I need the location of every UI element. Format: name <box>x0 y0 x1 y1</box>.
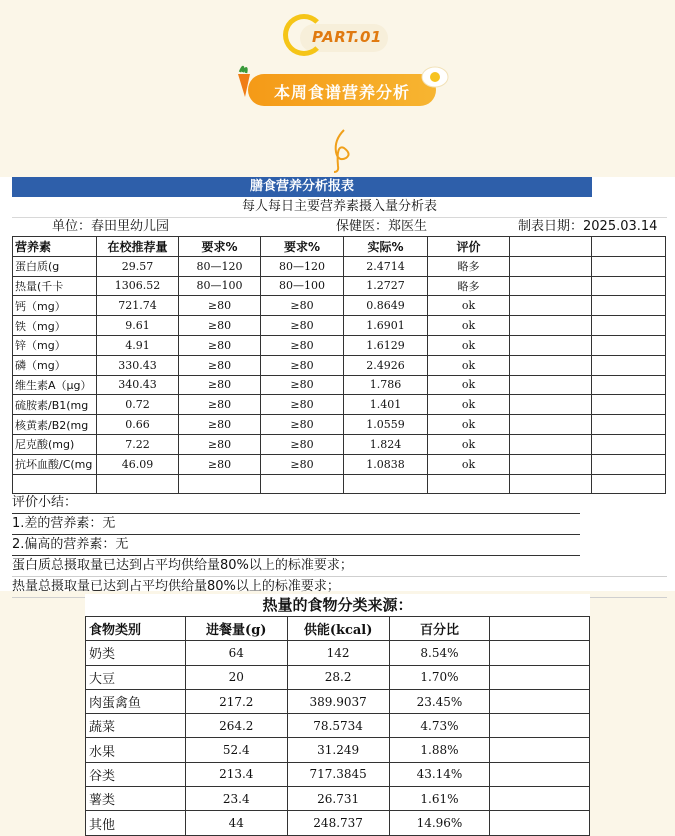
empty-cell <box>592 296 666 316</box>
table-cell: 26.731 <box>287 787 389 811</box>
report-info-row <box>12 217 675 237</box>
empty-cell <box>510 474 592 494</box>
empty-cell <box>592 355 666 375</box>
table-cell: ≥80 <box>179 434 261 454</box>
table-cell: 43.14% <box>389 762 490 786</box>
empty-cell <box>490 617 590 641</box>
food-category-cell: 其他 <box>86 811 186 835</box>
empty-cell <box>510 335 592 355</box>
nutrient-name-cell: 抗坏血酸/C(mg <box>13 454 97 474</box>
calorie-source-sheet <box>85 594 590 836</box>
empty-cell <box>510 355 592 375</box>
table-cell: 330.43 <box>97 355 179 375</box>
table-cell: 23.45% <box>389 689 490 713</box>
summary-heading: 评价小结： <box>12 493 580 514</box>
table-row <box>13 355 666 375</box>
column-header: 要求% <box>261 237 344 257</box>
summary-line: 热量总摄取量已达到占平均供给量80%以上的标准要求； <box>12 577 667 598</box>
food-category-cell: 奶类 <box>86 641 186 665</box>
food-category-cell: 肉蛋禽鱼 <box>86 689 186 713</box>
empty-cell <box>510 434 592 454</box>
empty-cell <box>510 296 592 316</box>
table-cell: ≥80 <box>179 355 261 375</box>
empty-cell <box>490 787 590 811</box>
empty-cell <box>592 474 666 494</box>
table-cell: 略多 <box>428 256 510 276</box>
table-cell: ≥80 <box>261 395 344 415</box>
empty-cell <box>510 375 592 395</box>
table-cell: 142 <box>287 641 389 665</box>
nutrient-name-cell: 尼克酸(mg) <box>13 434 97 454</box>
table-cell: 213.4 <box>185 762 287 786</box>
summary-line: 蛋白质总摄取量已达到占平均供给量80%以上的标准要求； <box>12 556 667 577</box>
column-header: 营养素 <box>13 237 97 257</box>
table-row <box>13 296 666 316</box>
table-cell: ok <box>428 335 510 355</box>
table-cell: ≥80 <box>261 355 344 375</box>
empty-cell <box>510 316 592 336</box>
nutrient-name-cell: 硫胺素/B1(mg <box>13 395 97 415</box>
table-cell: 1.786 <box>344 375 428 395</box>
empty-cell <box>592 335 666 355</box>
table-row <box>86 738 590 762</box>
empty-cell <box>261 474 344 494</box>
table-cell: ≥80 <box>261 296 344 316</box>
table-row <box>13 454 666 474</box>
squiggle-decoration-icon <box>330 128 354 174</box>
table-cell: 1306.52 <box>97 276 179 296</box>
table-row <box>86 787 590 811</box>
table-cell: 1.61% <box>389 787 490 811</box>
table-cell: ≥80 <box>179 454 261 474</box>
table-cell: 717.3845 <box>287 762 389 786</box>
calorie-source-table <box>85 616 590 836</box>
table-row <box>13 256 666 276</box>
empty-cell <box>592 276 666 296</box>
table-cell: 64 <box>185 641 287 665</box>
table-cell: ok <box>428 454 510 474</box>
table-cell: ok <box>428 316 510 336</box>
report-date: 制表日期：2025.03.14 <box>518 219 658 234</box>
empty-cell <box>490 641 590 665</box>
table-cell: 80—120 <box>261 256 344 276</box>
empty-cell <box>510 237 592 257</box>
table-cell: ≥80 <box>261 335 344 355</box>
empty-cell <box>592 237 666 257</box>
section-banner <box>248 74 436 106</box>
nutrient-name-cell: 锌（mg） <box>13 335 97 355</box>
empty-cell <box>97 474 179 494</box>
empty-cell <box>510 276 592 296</box>
table-cell: ok <box>428 395 510 415</box>
table-cell: 1.0559 <box>344 415 428 435</box>
table-cell: 80—100 <box>179 276 261 296</box>
table-cell: 8.54% <box>389 641 490 665</box>
table-cell: ≥80 <box>261 454 344 474</box>
food-category-cell: 蔬菜 <box>86 714 186 738</box>
empty-cell <box>510 415 592 435</box>
empty-cell <box>490 714 590 738</box>
table-cell: 4.91 <box>97 335 179 355</box>
table-cell: 0.72 <box>97 395 179 415</box>
table-cell: 389.9037 <box>287 689 389 713</box>
table-cell: ≥80 <box>179 375 261 395</box>
table-cell: 46.09 <box>97 454 179 474</box>
food-category-cell: 谷类 <box>86 762 186 786</box>
table-cell: ≥80 <box>261 415 344 435</box>
table-cell: 4.73% <box>389 714 490 738</box>
table-cell: ≥80 <box>261 375 344 395</box>
empty-cell <box>490 762 590 786</box>
table-row <box>13 316 666 336</box>
table-row <box>86 665 590 689</box>
table-cell: ≥80 <box>179 316 261 336</box>
nutrient-table <box>12 236 666 494</box>
table-cell: ok <box>428 355 510 375</box>
table-cell: ≥80 <box>179 395 261 415</box>
table-cell: ok <box>428 375 510 395</box>
table-row <box>13 375 666 395</box>
table-cell: 0.8649 <box>344 296 428 316</box>
report-unit: 单位：春田里幼儿园 <box>52 219 170 234</box>
table-cell: 1.88% <box>389 738 490 762</box>
column-header: 评价 <box>428 237 510 257</box>
table-cell: 1.6129 <box>344 335 428 355</box>
table-cell: 20 <box>185 665 287 689</box>
table-cell: 2.4714 <box>344 256 428 276</box>
empty-cell <box>592 434 666 454</box>
table-cell: 340.43 <box>97 375 179 395</box>
table-row <box>13 276 666 296</box>
table-cell: 2.4926 <box>344 355 428 375</box>
empty-cell <box>490 811 590 835</box>
table-cell: 52.4 <box>185 738 287 762</box>
table-cell: ≥80 <box>179 415 261 435</box>
summary-line: 1.差的营养素：无 <box>12 514 580 535</box>
empty-cell <box>592 395 666 415</box>
table-cell: 1.70% <box>389 665 490 689</box>
column-header: 食物类别 <box>86 617 186 641</box>
table-cell: 23.4 <box>185 787 287 811</box>
food-category-cell: 水果 <box>86 738 186 762</box>
table-cell: ≥80 <box>261 434 344 454</box>
column-header: 在校推荐量 <box>97 237 179 257</box>
table-cell: 80—100 <box>261 276 344 296</box>
table-row <box>13 335 666 355</box>
table-cell: 264.2 <box>185 714 287 738</box>
column-header: 进餐量(g) <box>185 617 287 641</box>
table-row <box>86 714 590 738</box>
table-cell: 28.2 <box>287 665 389 689</box>
table-cell: ≥80 <box>261 316 344 336</box>
table-row <box>13 415 666 435</box>
report-doctor: 保健医：郑医生 <box>336 219 428 234</box>
table-cell: 721.74 <box>97 296 179 316</box>
column-header: 要求% <box>179 237 261 257</box>
table-cell: 217.2 <box>185 689 287 713</box>
table-cell: 1.6901 <box>344 316 428 336</box>
empty-cell <box>510 256 592 276</box>
table-cell: 0.66 <box>97 415 179 435</box>
table-header-row <box>86 617 590 641</box>
nutrient-name-cell: 磷（mg） <box>13 355 97 375</box>
table-cell: 29.57 <box>97 256 179 276</box>
empty-cell <box>592 415 666 435</box>
nutrient-name-cell: 核黄素/B2(mg <box>13 415 97 435</box>
table-cell: 1.2727 <box>344 276 428 296</box>
table-cell: 1.0838 <box>344 454 428 474</box>
table-cell: 9.61 <box>97 316 179 336</box>
table-cell: 7.22 <box>97 434 179 454</box>
table-row <box>86 689 590 713</box>
table-cell: 248.737 <box>287 811 389 835</box>
nutrient-name-cell: 钙（mg） <box>13 296 97 316</box>
nutrient-name-cell: 蛋白质(g <box>13 256 97 276</box>
empty-cell <box>592 316 666 336</box>
empty-cell <box>490 689 590 713</box>
report-subtitle: 每人每日主要营养素摄入量分析表 <box>12 197 667 218</box>
column-header: 供能(kcal) <box>287 617 389 641</box>
table-cell: ok <box>428 415 510 435</box>
table-cell: ≥80 <box>179 296 261 316</box>
nutrient-name-cell: 铁（mg） <box>13 316 97 336</box>
table-cell: ≥80 <box>179 335 261 355</box>
evaluation-summary <box>12 493 667 598</box>
table-row <box>13 395 666 415</box>
table-cell: ok <box>428 296 510 316</box>
empty-cell <box>592 256 666 276</box>
empty-cell <box>510 454 592 474</box>
table-cell: 80—120 <box>179 256 261 276</box>
table-cell: 1.401 <box>344 395 428 415</box>
table-row <box>86 811 590 835</box>
table-row <box>13 474 666 494</box>
nutrient-name-cell: 维生素A（μg） <box>13 375 97 395</box>
table-cell: 1.824 <box>344 434 428 454</box>
table-cell: 略多 <box>428 276 510 296</box>
calorie-source-title: 热量的食物分类来源： <box>262 596 413 614</box>
summary-line: 2.偏高的营养素：无 <box>12 535 580 556</box>
table-row <box>86 762 590 786</box>
empty-cell <box>179 474 261 494</box>
table-cell: 44 <box>185 811 287 835</box>
empty-cell <box>510 395 592 415</box>
table-row <box>86 641 590 665</box>
table-header-row <box>13 237 666 257</box>
nutrient-name-cell: 热量(千卡 <box>13 276 97 296</box>
empty-cell <box>490 738 590 762</box>
table-cell: 31.249 <box>287 738 389 762</box>
empty-cell <box>592 454 666 474</box>
empty-cell <box>490 665 590 689</box>
table-cell: ok <box>428 434 510 454</box>
empty-cell <box>592 375 666 395</box>
food-category-cell: 大豆 <box>86 665 186 689</box>
table-row <box>13 434 666 454</box>
column-header: 实际% <box>344 237 428 257</box>
empty-cell <box>13 474 97 494</box>
section-banner-title: 本周食谱营养分析 <box>273 83 410 102</box>
table-cell: 14.96% <box>389 811 490 835</box>
egg-icon <box>421 66 449 88</box>
food-category-cell: 薯类 <box>86 787 186 811</box>
report-title: 膳食营养分析报表 <box>12 177 592 197</box>
empty-cell <box>344 474 428 494</box>
column-header: 百分比 <box>389 617 490 641</box>
empty-cell <box>428 474 510 494</box>
nutrition-report-sheet <box>0 177 675 594</box>
part-label: PART.01 <box>312 28 382 46</box>
table-cell: 78.5734 <box>287 714 389 738</box>
